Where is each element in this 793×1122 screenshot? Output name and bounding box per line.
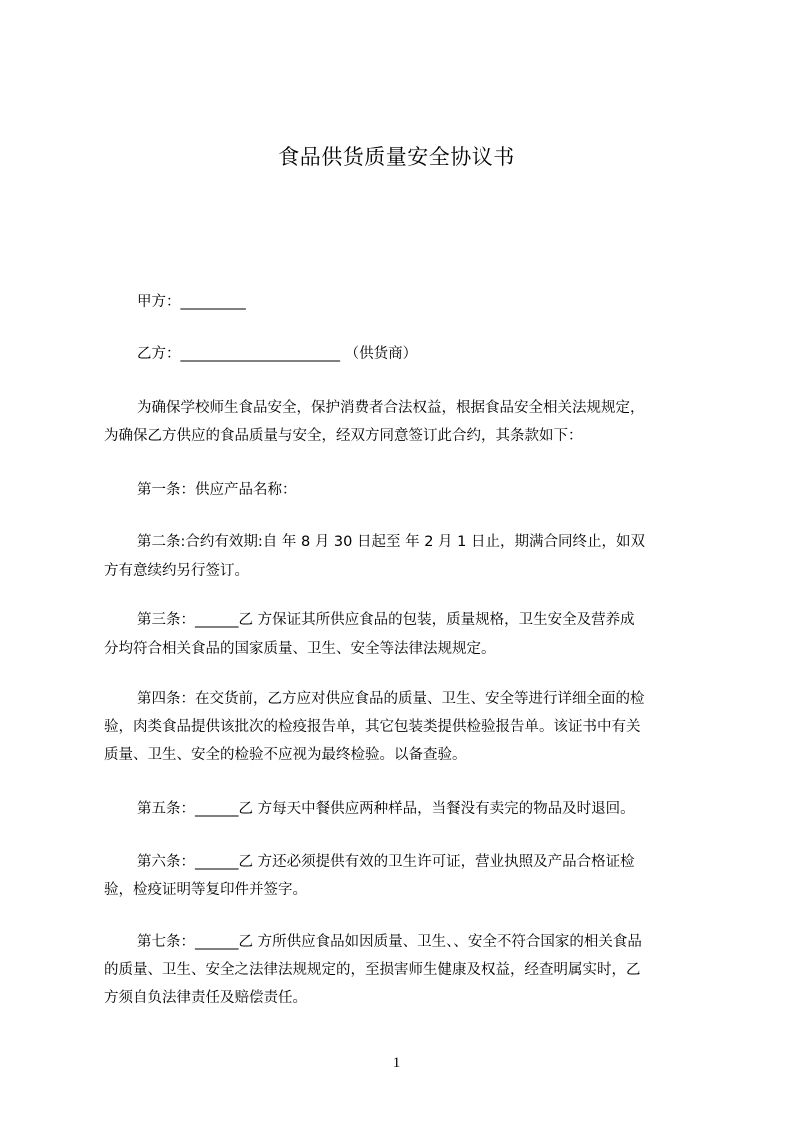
article-3-line-1: 第三条：______乙 方保证其所供应食品的包装，质量规格，卫生安全及营养成 <box>137 612 635 628</box>
article-2-line-1: 第二条:合约有效期:自 年 8 月 30 日起至 年 2 月 1 日止，期满合同终止，如双 <box>137 534 645 550</box>
party-b-line: 乙方：______________________ （供货商） <box>137 346 418 362</box>
article-7-line-2: 的质量、卫生、安全之法律法规规定的，至损害师生健康及权益，经查明属实时，乙 <box>104 962 641 978</box>
preamble-line-2: 为确保乙方供应的食品质量与安全，经双方同意签订此合约，其条款如下： <box>104 428 583 444</box>
article-4-line-3: 质量、卫生、安全的检验不应视为最终检验。以备查验。 <box>104 747 467 763</box>
document-title: 食品供货质量安全协议书 <box>278 145 515 169</box>
page-number: 1 <box>392 1055 401 1071</box>
article-2-line-2: 方有意续约另行签订。 <box>104 563 249 579</box>
article-4-line-1: 第四条：在交货前，乙方应对供应食品的质量、卫生、安全等进行详细全面的检 <box>137 691 645 707</box>
article-7-line-3: 方须自负法律责任及赔偿责任。 <box>104 990 307 1006</box>
article-6-line-1: 第六条：______乙 方还必须提供有效的卫生许可证，营业执照及产品合格证检 <box>137 854 635 870</box>
preamble-line-1: 为确保学校师生食品安全，保护消费者合法权益，根据食品安全相关法规规定， <box>137 400 645 416</box>
article-7-line-1: 第七条：______乙 方所供应食品如因质量、卫生、、安全不符合国家的相关食品 <box>137 934 642 950</box>
article-6-line-2: 验，检疫证明等复印件并签字。 <box>104 882 307 898</box>
article-3-line-2: 分均符合相关食品的国家质量、卫生、安全等法律法规规定。 <box>104 641 496 657</box>
article-5: 第五条：______乙 方每天中餐供应两种样品，当餐没有卖完的物品及时退回。 <box>137 801 635 817</box>
party-a-line: 甲方：_________ <box>137 294 246 310</box>
article-4-line-2: 验，肉类食品提供该批次的检疫报告单，其它包装类提供检验报告单。该证书中有关 <box>104 719 641 735</box>
article-1: 第一条：供应产品名称： <box>137 482 297 498</box>
